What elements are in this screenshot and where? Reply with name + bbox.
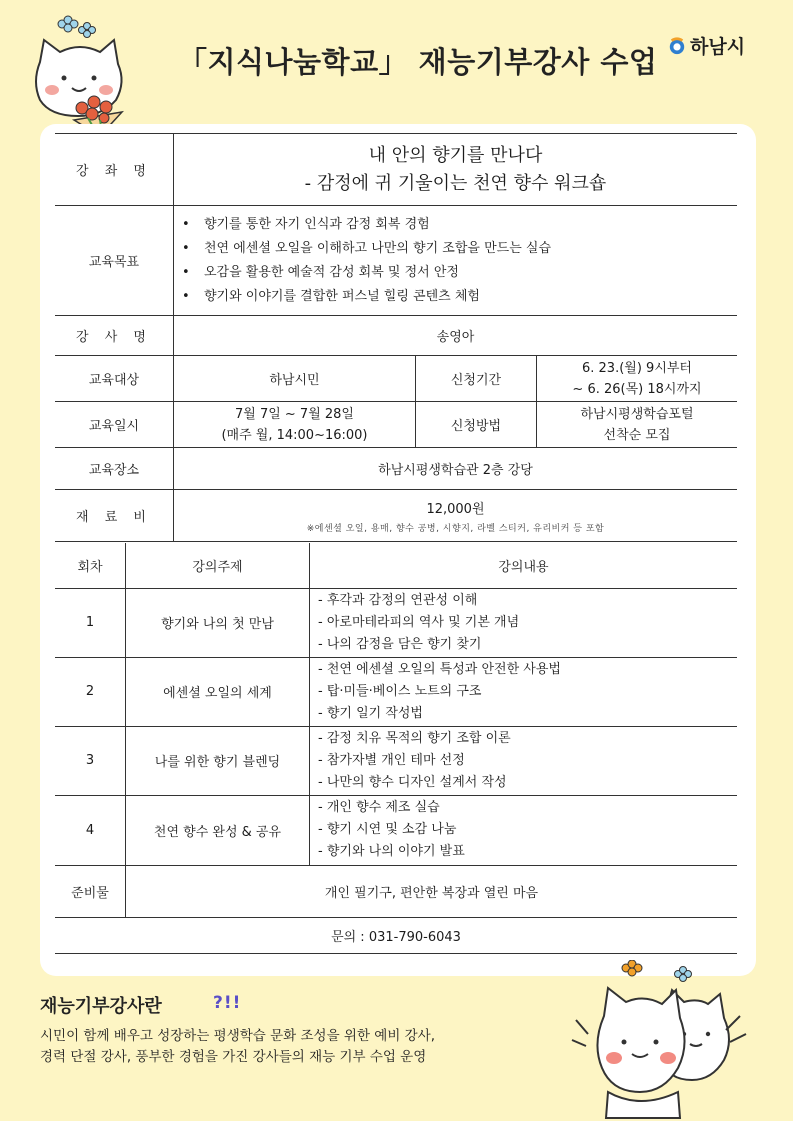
content-item: - 향기 시연 및 소감 나눔 bbox=[318, 822, 457, 837]
waving-mascots-illustration bbox=[568, 960, 758, 1120]
apply-method-line1: 하남시평생학습포털 bbox=[580, 406, 694, 422]
place-value: 하남시평생학습관 2층 강당 bbox=[174, 448, 738, 490]
content-item: - 개인 향수 제조 실습 bbox=[318, 800, 440, 815]
contact-row bbox=[55, 917, 737, 953]
prep-value: 개인 필기구, 편안한 복장과 열린 마음 bbox=[126, 865, 738, 917]
schedule-header-row bbox=[55, 543, 737, 588]
apply-period-label: 신청기간 bbox=[416, 356, 537, 402]
session-topic: 향기와 나의 첫 만남 bbox=[126, 588, 310, 657]
session-row bbox=[55, 795, 737, 865]
logo-text: 하남시 bbox=[690, 36, 746, 58]
goals-list bbox=[174, 213, 737, 309]
session-content bbox=[310, 588, 738, 657]
fee-value: 12,000원 bbox=[426, 501, 485, 517]
session-number: 2 bbox=[55, 657, 126, 726]
target-value: 하남시민 bbox=[174, 356, 416, 402]
session-row bbox=[55, 657, 737, 726]
session-content bbox=[310, 726, 738, 795]
content-item: - 감정 치유 목적의 향기 조합 이론 bbox=[318, 730, 511, 746]
schedule-value bbox=[174, 402, 416, 448]
target-row bbox=[55, 356, 737, 402]
goals-row bbox=[55, 206, 737, 316]
fee-row bbox=[55, 490, 737, 542]
content-item: - 탑·미들·베이스 노트의 구조 bbox=[318, 683, 482, 699]
course-info-table bbox=[55, 133, 737, 542]
course-title-line1: 내 안의 향기를 만나다 bbox=[368, 144, 543, 166]
goals-label: 교육목표 bbox=[55, 206, 174, 316]
content-item: - 나만의 향수 디자인 설계서 작성 bbox=[318, 774, 507, 790]
session-content bbox=[310, 657, 738, 726]
place-label: 교육장소 bbox=[55, 448, 174, 490]
page-title: 「지식나눔학교」 재능기부강사 수업 bbox=[178, 45, 658, 79]
course-row bbox=[55, 134, 737, 206]
session-topic: 나를 위한 향기 블렌딩 bbox=[126, 726, 310, 795]
fee-note: ※에센셜 오일, 용매, 향수 공병, 시향지, 라벨 스티커, 유리비커 등 포함 bbox=[306, 523, 605, 534]
instructor-label: 강 사 명 bbox=[55, 316, 174, 356]
apply-period-line2: ~ 6. 26(목) 18시까지 bbox=[572, 381, 702, 397]
instructor-value: 송영아 bbox=[174, 316, 738, 356]
schedule-line1: 7월 7일 ~ 7월 28일 bbox=[234, 406, 354, 422]
session-number: 4 bbox=[55, 795, 126, 865]
session-content bbox=[310, 795, 738, 865]
contact-info: 문의 : 031-790-6043 bbox=[55, 917, 737, 953]
goals-cell bbox=[174, 206, 738, 316]
header-session: 회차 bbox=[55, 543, 126, 588]
footer-description-line2: 경력 단절 강사, 풍부한 경험을 가진 강사들의 재능 기부 수업 운영 bbox=[40, 1049, 427, 1065]
goal-item: • 향기를 통한 자기 인식과 감정 회복 경험 bbox=[182, 213, 737, 237]
target-label: 교육대상 bbox=[55, 356, 174, 402]
session-topic: 에센셜 오일의 세계 bbox=[126, 657, 310, 726]
content-item: - 나의 감정을 담은 향기 찾기 bbox=[318, 636, 482, 652]
mascot-with-bouquet-illustration bbox=[22, 12, 142, 137]
content-item: - 아로마테라피의 역사 및 기본 개념 bbox=[318, 614, 520, 630]
footer-accent-marks: ?!! bbox=[213, 993, 242, 1013]
course-title-line2: - 감정에 귀 기울이는 천연 향수 워크숍 bbox=[304, 172, 607, 194]
hanam-logo-icon bbox=[668, 37, 686, 55]
course-label: 강 좌 명 bbox=[55, 134, 174, 206]
fee-cell bbox=[174, 490, 738, 542]
lecture-schedule-table bbox=[55, 543, 737, 954]
fee-label: 재 료 비 bbox=[55, 490, 174, 542]
apply-method-line2: 선착순 모집 bbox=[603, 427, 671, 443]
session-number: 3 bbox=[55, 726, 126, 795]
apply-method-value bbox=[537, 402, 738, 448]
schedule-row bbox=[55, 402, 737, 448]
header-topic: 강의주제 bbox=[126, 543, 310, 588]
content-item: - 향기와 나의 이야기 발표 bbox=[318, 844, 465, 859]
goal-item: • 향기와 이야기를 결합한 퍼스널 힐링 콘텐츠 체험 bbox=[182, 285, 737, 309]
schedule-label: 교육일시 bbox=[55, 402, 174, 448]
goal-item: • 천연 에센셜 오일을 이해하고 나만의 향기 조합을 만드는 실습 bbox=[182, 237, 737, 261]
content-item: - 향기 일기 작성법 bbox=[318, 705, 423, 721]
goal-item: • 오감을 활용한 예술적 감성 회복 및 정서 안정 bbox=[182, 261, 737, 285]
header-content: 강의내용 bbox=[310, 543, 738, 588]
session-row bbox=[55, 726, 737, 795]
prep-row bbox=[55, 865, 737, 917]
apply-method-label: 신청방법 bbox=[416, 402, 537, 448]
instructor-row bbox=[55, 316, 737, 356]
prep-label: 준비물 bbox=[55, 865, 126, 917]
apply-period-value bbox=[537, 356, 738, 402]
content-item: - 후각과 감정의 연관성 이해 bbox=[318, 592, 478, 608]
footer-title: 재능기부강사란 bbox=[40, 996, 162, 1017]
schedule-line2: (매주 월, 14:00~16:00) bbox=[221, 427, 368, 443]
hanam-city-logo bbox=[668, 32, 745, 59]
session-row bbox=[55, 588, 737, 657]
place-row bbox=[55, 448, 737, 490]
session-number: 1 bbox=[55, 588, 126, 657]
content-item: - 참가자별 개인 테마 선정 bbox=[318, 752, 465, 768]
footer-description-line1: 시민이 함께 배우고 성장하는 평생학습 문화 조성을 위한 예비 강사, bbox=[40, 1028, 436, 1044]
apply-period-line1: 6. 23.(월) 9시부터 bbox=[582, 360, 692, 376]
content-item: - 천연 에센셜 오일의 특성과 안전한 사용법 bbox=[318, 661, 561, 677]
session-topic: 천연 향수 완성 & 공유 bbox=[126, 795, 310, 865]
course-title bbox=[174, 134, 738, 206]
